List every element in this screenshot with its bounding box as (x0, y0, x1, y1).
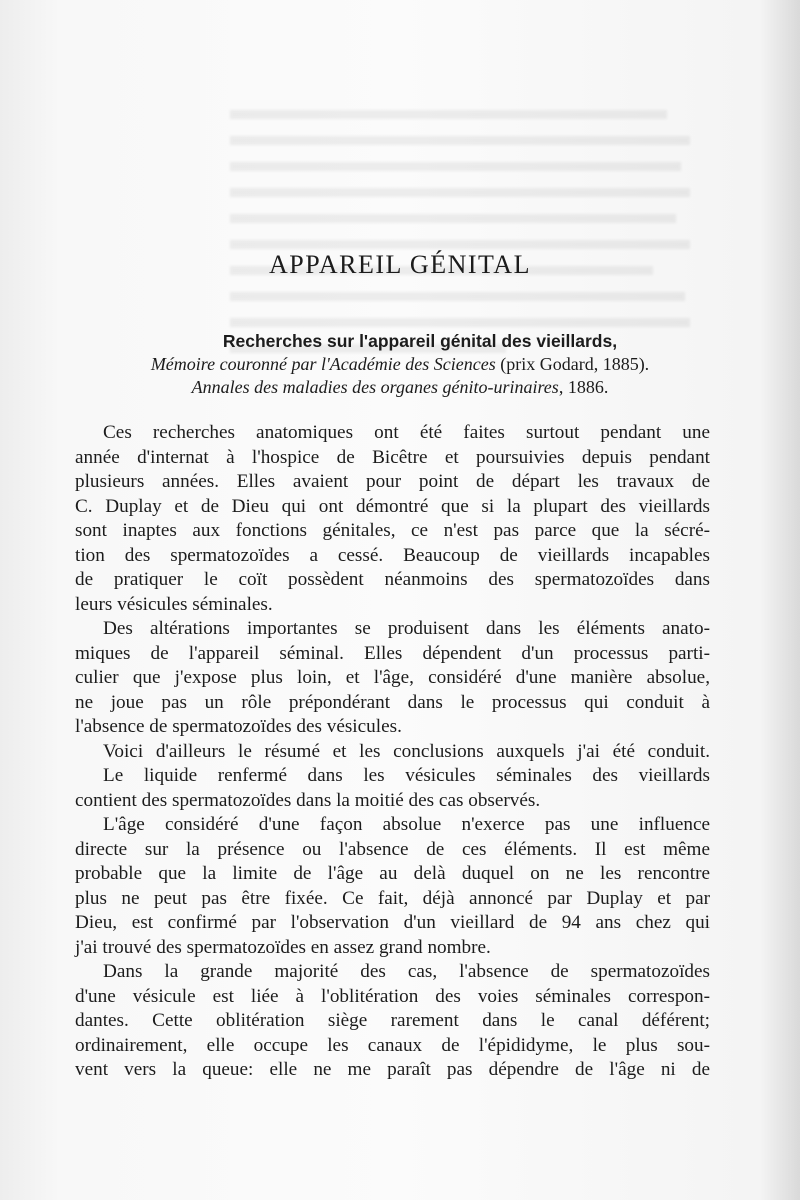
text-line: de pratiquer le coït possèdent néanmoins des spermatozoïdes dans (75, 569, 710, 590)
text-line: Dieu, est confirmé par l'observation d'un vieillard de 94 ans chez qui (75, 912, 710, 933)
text-line: dantes. Cette oblitération siège rarement dans le canal déférent; (75, 1010, 710, 1031)
journal-italic: Annales des maladies des organes génito-urinaires (191, 377, 559, 397)
reference-award (0, 353, 800, 376)
text-line: Voici d'ailleurs le résumé et les conclusions auxquels j'ai été conduit. (103, 740, 710, 762)
journal-plain: , 1886. (558, 377, 609, 397)
publication-reference (0, 330, 800, 399)
text-line: plus ne peut pas être fixée. Ce fait, déjà annoncé par Duplay et par (75, 887, 710, 909)
reference-journal (0, 376, 800, 399)
text-line: d'une vésicule est liée à l'oblitération des voies séminales correspon- (75, 985, 710, 1007)
text-line: vent vers la queue: elle ne me paraît pas dépendre de l'âge ni de (75, 1059, 710, 1080)
text-line: ordinairement, elle occupe les canaux de l'épididyme, le plus sou- (75, 1034, 710, 1056)
text-line: directe sur la présence ou l'absence de ces éléments. Il est même (75, 838, 710, 860)
body-text (75, 421, 710, 1083)
text-line: tion des spermatozoïdes a cessé. Beaucoup de vieillards incapables (75, 544, 710, 566)
text-line: plusieurs années. Elles avaient pour point de départ les travaux de (75, 471, 710, 492)
award-plain: (prix Godard, 1885). (495, 354, 650, 374)
text-line: ne joue pas un rôle prépondérant dans le processus qui conduit à (75, 691, 710, 713)
text-line: C. Duplay et de Dieu qui ont démontré que si la plupart des vieillards (75, 495, 710, 517)
text-line: Le liquide renfermé dans les vésicules séminales des vieillards (103, 765, 710, 786)
award-italic: Mémoire couronné par l'Académie des Sciences (150, 354, 496, 374)
text-line: probable que la limite de l'âge au delà duquel on ne les rencontre (75, 863, 710, 884)
text-line: année d'internat à l'hospice de Bicêtre et poursuivies depuis pendant (75, 446, 710, 468)
text-line: Des altérations importantes se produisent dans les éléments anato- (103, 618, 710, 639)
reference-heading: Recherches sur l'appareil génital des vieillards, (222, 331, 618, 351)
text-line: Dans la grande majorité des cas, l'absence de spermatozoïdes (103, 961, 710, 982)
text-line: l'absence de spermatozoïdes des vésicules. (75, 716, 402, 737)
text-line: j'ai trouvé des spermatozoïdes en assez grand nombre. (75, 936, 491, 958)
text-line: culier que j'expose plus loin, et l'âge, considéré d'une manière absolue, (75, 667, 710, 688)
text-line: contient des spermatozoïdes dans la moitié des cas observés. (75, 789, 541, 811)
text-line: leurs vésicules séminales. (75, 593, 273, 615)
text-line: sont inaptes aux fonctions génitales, ce n'est pas parce que la sécré- (75, 520, 710, 541)
text-line: Ces recherches anatomiques ont été faites surtout pendant une (103, 422, 710, 443)
text-line: L'âge considéré d'une façon absolue n'exerce pas une influence (103, 814, 710, 835)
page-title: APPAREIL GÉNITAL (269, 250, 531, 279)
text-line: miques de l'appareil séminal. Elles dépendent d'un processus parti- (75, 642, 710, 664)
